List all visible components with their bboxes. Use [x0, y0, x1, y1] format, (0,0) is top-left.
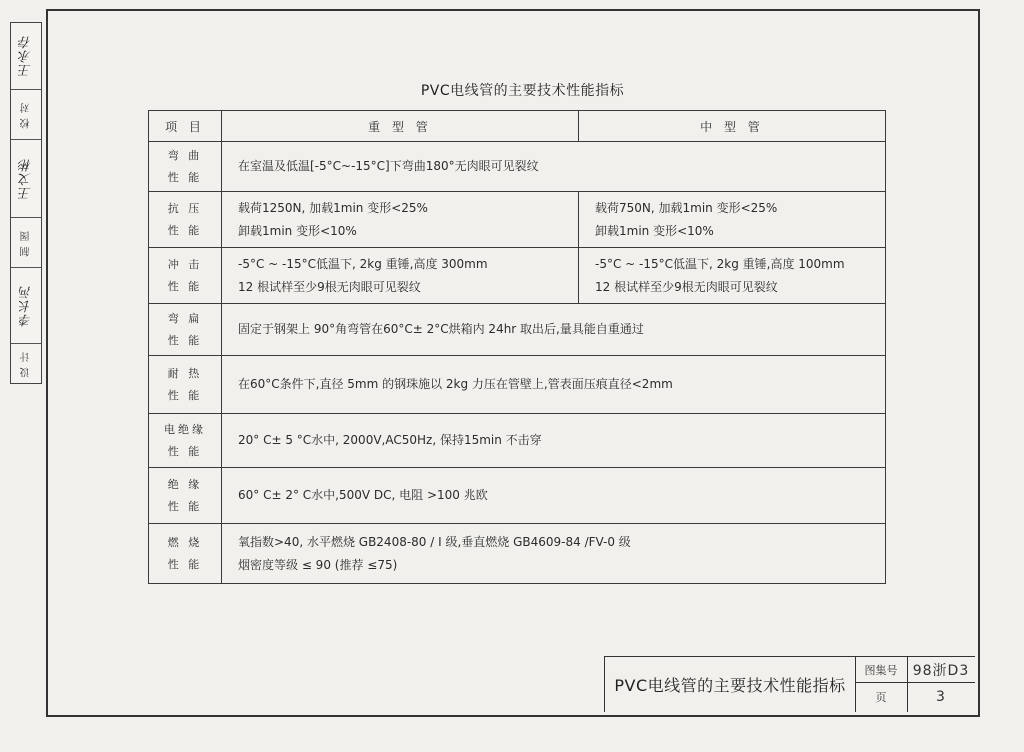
row-item-label-line: 性 能 [167, 279, 203, 293]
row-spec-text [222, 524, 886, 584]
row-heavy-spec-line: 载荷1250N, 加载1min 变形<25% [238, 200, 428, 215]
table-row [149, 356, 886, 414]
row-spec-text-line: 在60°C条件下,直径 5mm 的钢珠施以 2kg 力压在管壁上,管表面压痕直径<2mm [238, 377, 673, 391]
check-label-cell [11, 89, 41, 140]
table-row [149, 142, 886, 192]
header-medium: 中 型 管 [579, 111, 886, 142]
table-header-row [149, 111, 886, 142]
row-spec-text-line: 氧指数>40, 水平燃烧 GB2408-80 / I 级,垂直燃烧 GB4609-84 /FV-0 级 [238, 534, 631, 549]
top-signature-text: 王永存 [18, 35, 34, 77]
row-item-label [149, 304, 222, 356]
row-item-label-line: 耐 热 [167, 366, 203, 380]
row-medium-spec-line: 载荷750N, 加载1min 变形<25% [595, 200, 778, 215]
row-heavy-spec-line: -5°C ~ -15°C低温下, 2kg 重锤,高度 300mm [238, 256, 488, 271]
row-item-label-line: 抗 压 [167, 201, 203, 215]
row-spec-text-line: 20° C± 5 °C水中, 2000V,AC50Hz, 保持15min 不击穿 [238, 433, 542, 447]
table-row [149, 468, 886, 524]
row-item-label-line: 绝 缘 [167, 477, 203, 491]
bottom-signature [11, 267, 41, 344]
row-item-label-line: 性 能 [167, 444, 203, 458]
row-item-label-line: 性 能 [167, 499, 203, 513]
row-spec-text [222, 142, 886, 192]
row-spec-text-line: 在室温及低温[-5°C~-15°C]下弯曲180°无肉眼可见裂纹 [238, 159, 539, 173]
row-item-label-line: 冲 击 [167, 257, 203, 271]
row-medium-spec-line: 12 根试样至少9根无肉眼可见裂纹 [595, 279, 778, 294]
row-item-label-line: 弯 扁 [167, 311, 203, 325]
row-spec-text [222, 304, 886, 356]
row-item-label-line: 性 能 [167, 170, 203, 184]
row-item-label [149, 414, 222, 468]
row-medium-spec [579, 248, 886, 304]
middle-signature [11, 139, 41, 218]
row-item-label [149, 142, 222, 192]
table-row [149, 524, 886, 584]
row-item-label [149, 468, 222, 524]
row-item-label-line: 性 能 [167, 388, 203, 402]
header-heavy: 重 型 管 [222, 111, 579, 142]
page-number: 3 [936, 689, 946, 705]
document-title: PVC电线管的主要技术性能指标 [420, 83, 625, 99]
row-medium-spec-line: -5°C ~ -15°C低温下, 2kg 重锤,高度 100mm [595, 256, 845, 271]
row-item-label [149, 192, 222, 248]
table-row [149, 304, 886, 356]
row-spec-text-line: 60° C± 2° C水中,500V DC, 电阻 >100 兆欧 [238, 488, 488, 502]
middle-signature-text: 王文彬 [18, 158, 34, 200]
row-item-label-line: 性 能 [167, 557, 203, 571]
row-medium-spec [579, 192, 886, 248]
table-row [149, 414, 886, 468]
row-medium-spec-line: 卸载1min 变形<10% [595, 223, 714, 238]
row-item-label [149, 524, 222, 584]
row-heavy-spec-line: 卸载1min 变形<10% [238, 223, 357, 238]
design-label-cell [11, 343, 41, 384]
row-spec-text [222, 356, 886, 414]
row-item-label-line: 燃 烧 [167, 535, 203, 549]
row-spec-text-line: 固定于钢架上 90°角弯管在60°C± 2°C烘箱内 24hr 取出后,量具能自重通过 [238, 322, 644, 336]
page-label: 页 [875, 691, 887, 704]
row-item-label [149, 248, 222, 304]
row-spec-text [222, 468, 886, 524]
spec-table [148, 110, 886, 584]
draw-label: 制 图 [20, 229, 32, 257]
table-row [149, 248, 886, 304]
header-item: 项 目 [149, 111, 222, 142]
signature-strip [10, 22, 42, 384]
row-spec-text-line: 烟密度等级 ≤ 90 (推荐 ≤75) [238, 557, 398, 572]
row-item-label [149, 356, 222, 414]
check-label: 校 对 [20, 101, 32, 129]
row-heavy-spec-line: 12 根试样至少9根无肉眼可见裂纹 [238, 279, 421, 294]
atlas-label: 图集号 [864, 663, 898, 677]
atlas-number: 98浙D3 [912, 662, 970, 679]
row-item-label-line: 性 能 [167, 223, 203, 237]
bottom-signature-text: 李长河 [18, 285, 34, 327]
row-item-label-line: 电绝缘 [164, 422, 206, 436]
row-heavy-spec [222, 248, 579, 304]
table-row [149, 192, 886, 248]
row-spec-text [222, 414, 886, 468]
table-body [149, 142, 886, 584]
top-signature [11, 23, 41, 89]
row-item-label-line: 性 能 [167, 333, 203, 347]
row-heavy-spec [222, 192, 579, 248]
row-item-label-line: 弯 曲 [167, 148, 203, 162]
title-block [604, 656, 975, 712]
design-label: 设 计 [20, 350, 32, 378]
title-block-title: PVC电线管的主要技术性能指标 [605, 657, 856, 712]
draw-label-cell [11, 217, 41, 268]
